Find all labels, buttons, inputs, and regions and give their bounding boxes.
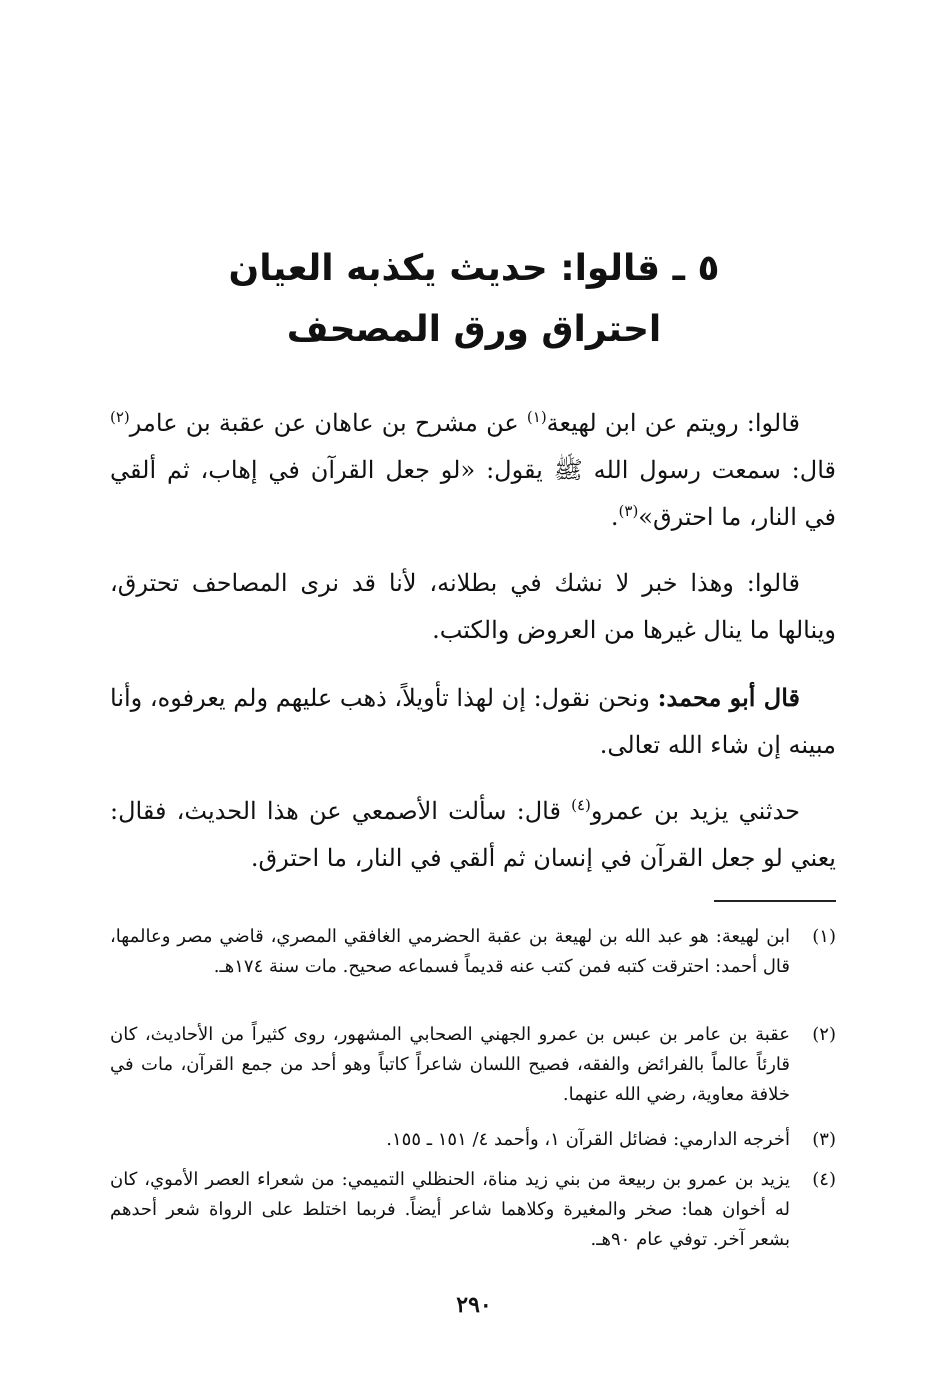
footnote-1-text: ابن لهيعة: هو عبد الله بن لهيعة بن عقبة الحضرمي الغافقي المصري، قاضي مصر وعالمها، قال أحمد: احترقت كتبه فمن كتب عنه قديماً فسماعه صحيح. مات سنة ١٧٤هـ. bbox=[110, 926, 790, 977]
footnote-ref-3: (٣) bbox=[618, 502, 639, 520]
paragraph-1-text-c: قال: سمعت رسول الله ﷺ يقول: «لو جعل القرآن في إهاب، ثم ألقي في النار، ما احترق» bbox=[110, 456, 836, 531]
paragraph-3-speaker: قال أبو محمد: bbox=[657, 683, 801, 712]
paragraph-4-text-b: قال: سألت الأصمعي عن هذا الحديث، فقال: يعني لو جعل القرآن في إنسان ثم ألقي في النار، ما احترق. bbox=[110, 797, 836, 872]
paragraph-3-text: ونحن نقول: إن لهذا تأويلاً، ذهب عليهم ولم يعرفوه، وأنا مبينه إن شاء الله تعالى. bbox=[110, 684, 836, 759]
footnote-4 bbox=[110, 1165, 836, 1255]
chapter-title: ٥ ـ قالوا: حديث يكذبه العيان bbox=[228, 248, 720, 289]
footnote-3-number: (٣) bbox=[812, 1129, 836, 1150]
page-number: ٢٩٠ bbox=[456, 1292, 492, 1318]
paragraph-1 bbox=[110, 400, 836, 541]
chapter-subtitle: احتراق ورق المصحف bbox=[286, 309, 662, 350]
footnote-ref-4: (٤) bbox=[571, 796, 591, 814]
footnote-4-text: يزيد بن عمرو بن ربيعة من بني زيد مناة، الحنظلي التميمي: من شعراء العصر الأموي، كان له أخوان هما: صخر والمغيرة وكلاهما شاعر أيضاً. فربما اختلط على الرواة شعر أحدهم بشعر آخر. توفي عام ٩٠هـ. bbox=[110, 1169, 790, 1250]
footnote-separator bbox=[714, 900, 836, 902]
footnote-1 bbox=[110, 922, 836, 982]
footnote-2-number: (٢) bbox=[812, 1024, 836, 1045]
footnote-4-number: (٤) bbox=[812, 1169, 836, 1190]
footnote-1-number: (١) bbox=[812, 926, 836, 947]
footnote-2 bbox=[110, 1020, 836, 1110]
paragraph-2 bbox=[110, 560, 836, 654]
paragraph-1-text-a: قالوا: رويتم عن ابن لهيعة bbox=[546, 409, 801, 437]
paragraph-1-text-d: . bbox=[610, 503, 619, 531]
paragraph-4 bbox=[110, 788, 836, 882]
footnote-2-text: عقبة بن عامر بن عبس بن عمرو الجهني الصحابي المشهور، روى كثيراً من الأحاديث، كان قارئاً عالماً بالفرائض والفقه، فصيح اللسان شاعراً كاتباً وهو أحد من جمع القرآن، مات في خلافة معاوية، رضي الله عنهما. bbox=[110, 1024, 790, 1105]
paragraph-3 bbox=[110, 674, 836, 769]
paragraph-4-text-a: حدثني يزيد بن عمرو bbox=[590, 797, 800, 825]
footnote-3 bbox=[110, 1125, 836, 1155]
footnote-ref-2: (٢) bbox=[110, 408, 130, 426]
paragraph-2-text: قالوا: وهذا خبر لا نشك في بطلانه، لأنا قد نرى المصاحف تحترق، وينالها ما ينال غيرها من العروض والكتب. bbox=[110, 569, 836, 644]
footnote-ref-1: (١) bbox=[526, 408, 547, 426]
paragraph-1-text-b: عن مشرح بن عاهان عن عقبة بن عامر bbox=[129, 409, 527, 437]
footnote-3-text: أخرجه الدارمي: فضائل القرآن ١، وأحمد ٤/ ١٥١ ـ ١٥٥. bbox=[386, 1129, 790, 1150]
